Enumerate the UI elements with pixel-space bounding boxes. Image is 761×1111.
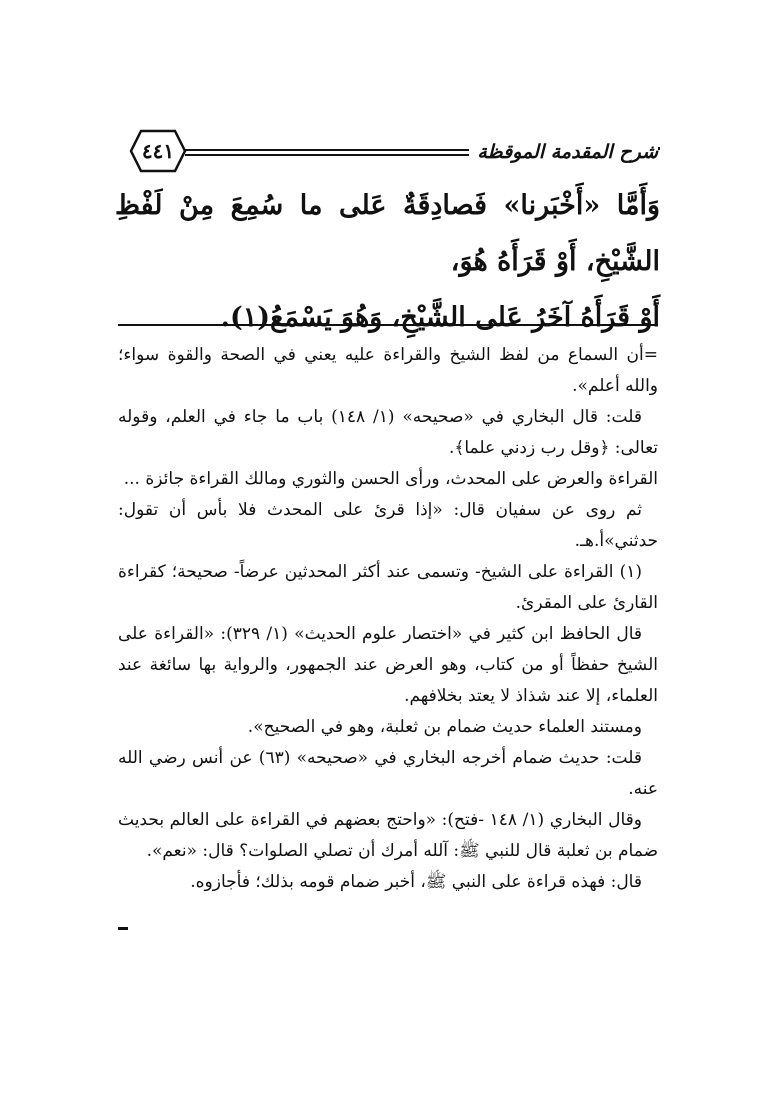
footnote-separator <box>118 324 658 326</box>
page-number: ٤٤١ <box>141 139 175 163</box>
footnote-paragraph: القراءة والعرض على المحدث، ورأى الحسن والثوري ومالك القراءة جائزة ... <box>123 469 658 489</box>
footnote-paragraph: قال: فهذه قراءة على النبي ﷺ، أخبر ضمام قومه بذلك؛ فأجازوه. <box>190 872 642 892</box>
footnote-paragraph: (١) القراءة على الشيخ- وتسمى عند أكثر المحدثين عرضاً- صحيحة؛ كقراءة القارئ على المقرئ. <box>118 562 658 613</box>
main-line-2: أَوْ قَرَأَهُ آخَرُ عَلى الشَّيْخِ، وَهُوَ يَسْمَعُ(١). <box>220 302 660 333</box>
main-text <box>115 178 660 346</box>
footnote-paragraph: قلت: قال البخاري في «صحيحه» (١/ ١٤٨) باب ما جاء في العلم، وقوله تعالى: ﴿وقل رب زدني علما﴾. <box>118 407 658 458</box>
page-number-badge <box>129 128 187 174</box>
footnote-paragraph: =أن السماع من لفظ الشيخ والقراءة عليه يعني في الصحة والقوة سواء؛ والله أعلم». <box>118 345 658 396</box>
book-title: شرح المقدمة الموقظة <box>469 141 658 163</box>
footnotes <box>118 340 658 898</box>
continuation-dash <box>118 927 128 930</box>
footnote-paragraph: قلت: حديث ضمام أخرجه البخاري في «صحيحه» (٦٣) عن أنس رضي الله عنه. <box>118 748 658 799</box>
footnote-paragraph: قال الحافظ ابن كثير في «اختصار علوم الحديث» (١/ ٣٢٩): «القراءة على الشيخ حفظاً أو من كتاب، وهو العرض عند الجمهور، والرواية بها سائغة عند العلماء، إلا عند شذاذ لا يعتد بخلافهم. <box>118 624 658 706</box>
footnote-paragraph: ومستند العلماء حديث ضمام بن ثعلبة، وهو في الصحيح». <box>247 717 642 737</box>
main-line-1: وَأَمَّا «أَخْبَرنا» فَصادِقَةٌ عَلى ما سُمِعَ مِنْ لَفْظِ الشَّيْخِ، أَوْ قَرَأَهُ هُوَ، <box>115 190 660 277</box>
footnote-paragraph: وقال البخاري (١/ ١٤٨ -فتح): «واحتج بعضهم في القراءة على العالم بحديث ضمام بن ثعلبة قال للنبي ﷺ: آلله أمرك أن تصلي الصلوات؟ قال: «نعم». <box>118 810 658 861</box>
page-header <box>115 128 660 174</box>
footnote-paragraph: ثم روى عن سفيان قال: «إذا قرئ على المحدث فلا بأس أن تقول: حدثني»أ.هـ. <box>118 500 658 551</box>
